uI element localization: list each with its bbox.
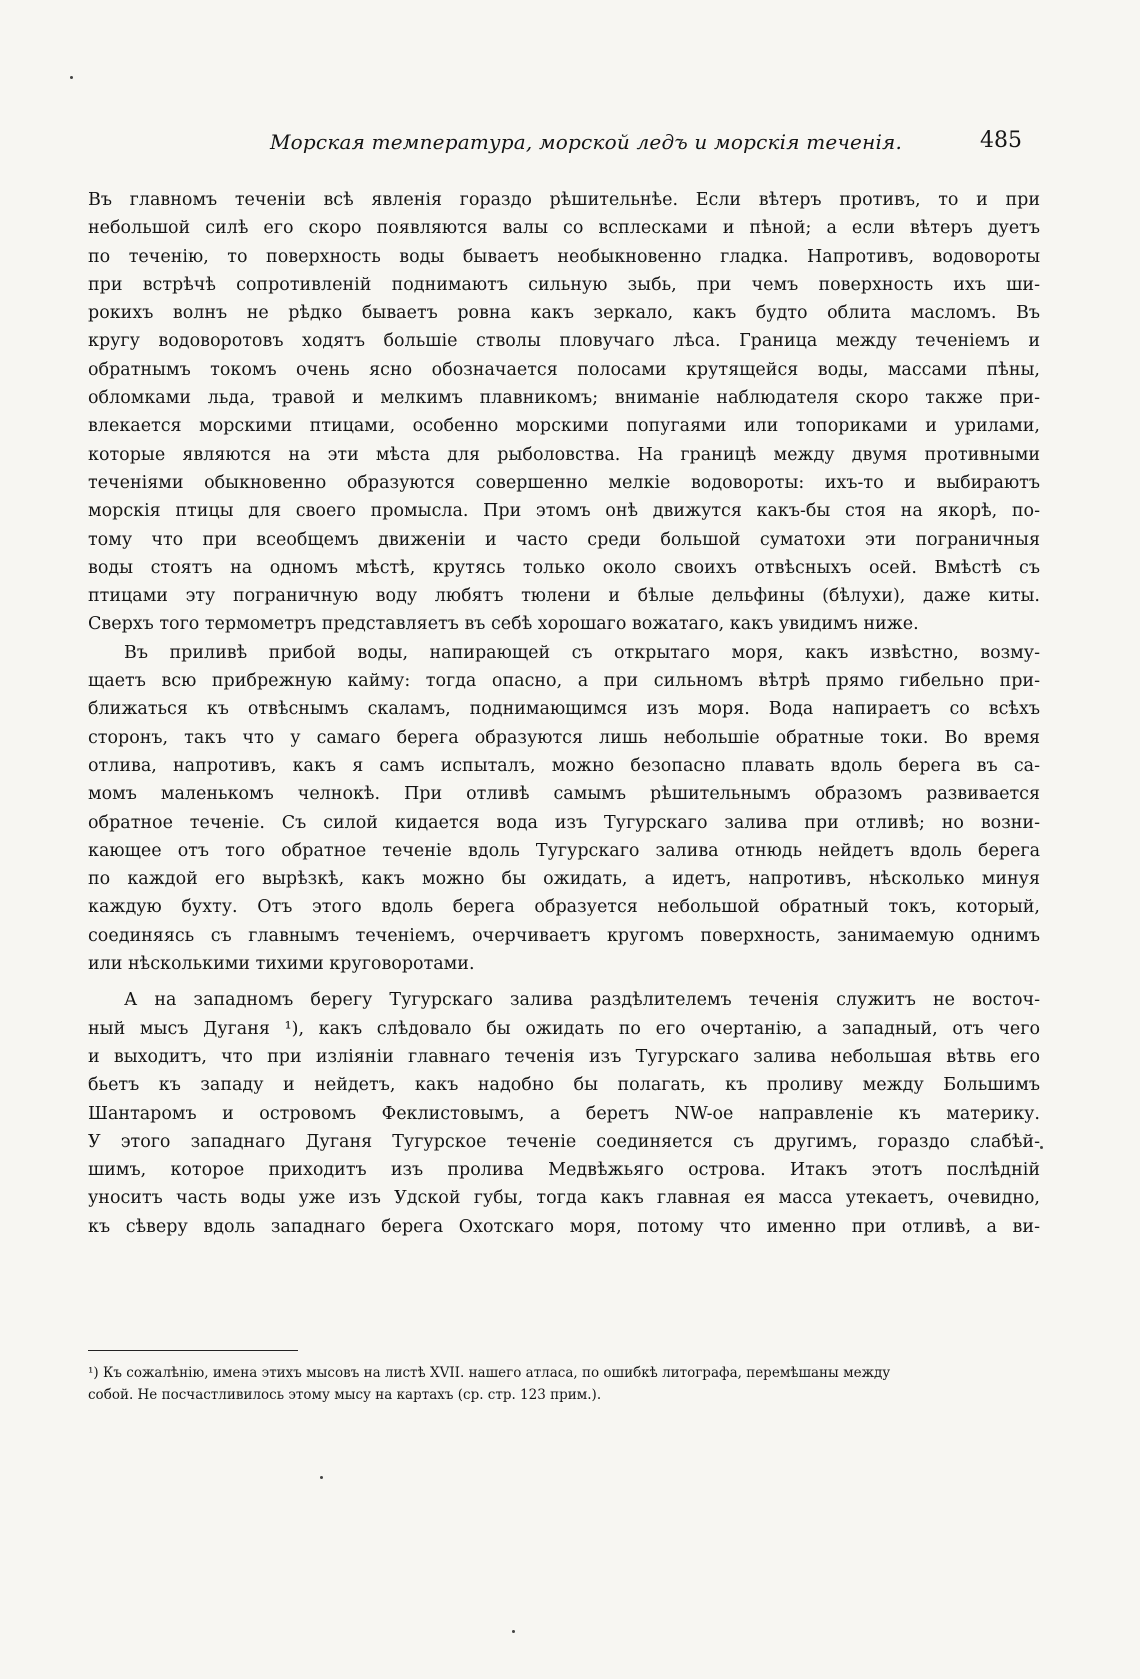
paragraph-gap bbox=[88, 978, 1040, 986]
running-title: Морская температура, морской ледъ и морскія теченія. bbox=[270, 130, 903, 154]
text-line: кающее отъ того обратное теченіе вдоль Тугурскаго залива отнюдь нейдетъ вдоль берега bbox=[88, 840, 1040, 861]
text-line: уноситъ часть воды уже изъ Удской губы, тогда какъ главная ея масса утекаетъ, очевидно, bbox=[88, 1188, 1040, 1209]
text-line: обратнымъ токомъ очень ясно обозначается полосами крутящейся воды, массами пѣны, bbox=[88, 359, 1040, 380]
text-line: птицами эту пограничную воду любятъ тюлени и бѣлые дельфины (бѣлухи), даже киты. bbox=[88, 586, 1040, 607]
text-line: при встрѣчѣ сопротивленій поднимаютъ сильную зыбь, при чемъ поверхность ихъ ши- bbox=[88, 274, 1040, 295]
text-line: морскія птицы для своего промысла. При этомъ онѣ движутся какъ-бы стоя на якорѣ, по- bbox=[88, 501, 1040, 522]
page-header bbox=[88, 130, 1040, 166]
text-line: шимъ, которое приходитъ изъ пролива Медвѣжьяго острова. Итакъ этотъ послѣдній bbox=[88, 1160, 1040, 1181]
footnote bbox=[88, 1362, 1040, 1406]
text-line: по теченію, то поверхность воды бываетъ необыкновенно гладка. Напротивъ, водовороты bbox=[88, 246, 1040, 267]
text-line: воды стоятъ на одномъ мѣстѣ, крутясь только около своихъ отвѣсныхъ осей. Вмѣстѣ съ bbox=[88, 557, 1040, 578]
paragraph bbox=[88, 639, 1040, 979]
text-line: отлива, напротивъ, какъ я самъ испыталъ, можно безопасно плавать вдоль берега въ са- bbox=[88, 755, 1040, 776]
text-line: ближаться къ отвѣснымъ скаламъ, поднимающимся изъ моря. Вода напираетъ со всѣхъ bbox=[88, 699, 1040, 720]
text-line: къ сѣверу вдоль западнаго берега Охотскаго моря, потому что именно при отливѣ, а ви- bbox=[88, 1216, 1040, 1237]
text-line: обратное теченіе. Съ силой кидается вода изъ Тугурскаго залива при отливѣ; но возни- bbox=[88, 812, 1040, 833]
body-text bbox=[88, 186, 1040, 1241]
text-line: щаетъ всю прибрежную кайму: тогда опасно, а при сильномъ вѣтрѣ прямо гибельно при- bbox=[88, 671, 1040, 692]
text-line: обломками льда, травой и мелкимъ плавникомъ; вниманіе наблюдателя скоро также при- bbox=[88, 388, 1040, 409]
footnote-line: ¹) Къ сожалѣнію, имена этихъ мысовъ на листѣ XVII. нашего атласа, по ошибкѣ литографа, перемѣшаны между bbox=[88, 1365, 891, 1381]
text-line: У этого западнаго Дуганя Тугурское теченіе соединяется съ другимъ, гораздо слабѣй- bbox=[88, 1131, 1040, 1152]
text-line: каждую бухту. Отъ этого вдоль берега образуется небольшой обратный токъ, который, bbox=[88, 897, 1040, 918]
scan-speck bbox=[70, 76, 73, 79]
text-line: теченіями обыкновенно образуются совершенно мелкіе водовороты: ихъ-то и выбираютъ bbox=[88, 472, 1040, 493]
text-line: влекается морскими птицами, особенно морскими попугаями или топориками и урилами, bbox=[88, 416, 1040, 437]
text-line: кругу водоворотовъ ходятъ большіе стволы пловучаго лѣса. Граница между теченіемъ и bbox=[88, 331, 1040, 352]
text-line: Шантаромъ и островомъ Феклистовымъ, а беретъ NW-ое направленіе къ материку. bbox=[88, 1103, 1040, 1124]
footnote-divider bbox=[88, 1350, 298, 1351]
page-number: 485 bbox=[980, 128, 1022, 153]
text-line: сторонъ, такъ что у самаго берега образуются лишь небольшіе обратные токи. Во время bbox=[88, 727, 1040, 748]
scan-speck bbox=[512, 1630, 515, 1633]
text-line: по каждой его вырѣзкѣ, какъ можно бы ожидать, а идетъ, напротивъ, нѣсколько минуя bbox=[88, 869, 1040, 890]
scan-speck bbox=[1040, 1146, 1043, 1149]
text-line: Въ приливѣ прибой воды, напирающей съ открытаго моря, какъ извѣстно, возму- bbox=[124, 642, 1040, 663]
text-line: которые являются на эти мѣста для рыболовства. На границѣ между двумя противными bbox=[88, 444, 1040, 465]
text-line: Въ главномъ теченіи всѣ явленія гораздо рѣшительнѣе. Если вѣтеръ противъ, то и при bbox=[88, 190, 1040, 210]
text-line: бьетъ къ западу и нейдетъ, какъ надобно бы полагать, къ проливу между Большимъ bbox=[88, 1075, 1040, 1096]
text-line: небольшой силѣ его скоро появляются валы со всплесками и пѣной; а если вѣтеръ дуетъ bbox=[88, 218, 1040, 239]
text-line: момъ маленькомъ челнокѣ. При отливѣ самымъ рѣшительнымъ образомъ развивается bbox=[88, 784, 1040, 805]
text-line: или нѣсколькими тихими круговоротами. bbox=[88, 954, 475, 975]
text-line: соединяясь съ главнымъ теченіемъ, очерчиваетъ кругомъ поверхность, занимаемую однимъ bbox=[88, 925, 1040, 946]
paragraph bbox=[88, 986, 1040, 1241]
paragraph bbox=[88, 186, 1040, 639]
text-line: и выходитъ, что при изліяніи главнаго теченія изъ Тугурскаго залива небольшая вѣтвь его bbox=[88, 1046, 1040, 1067]
text-line: тому что при всеобщемъ движеніи и часто среди большой суматохи эти пограничныя bbox=[88, 529, 1040, 550]
footnote-line: собой. Не посчастливилось этому мысу на картахъ (ср. стр. 123 прим.). bbox=[88, 1387, 602, 1403]
text-line: ный мысъ Дуганя ¹), какъ слѣдовало бы ожидать по его очертанію, а западный, отъ чего bbox=[88, 1018, 1040, 1039]
scan-speck bbox=[320, 1476, 323, 1479]
text-line: Сверхъ того термометръ представляетъ въ себѣ хорошаго вожатаго, какъ увидимъ ниже. bbox=[88, 614, 919, 635]
text-line: рокихъ волнъ не рѣдко бываетъ ровна какъ зеркало, какъ будто облита масломъ. Въ bbox=[88, 303, 1040, 324]
text-line: А на западномъ берегу Тугурскаго залива раздѣлителемъ теченія служитъ не восточ- bbox=[124, 990, 1040, 1011]
